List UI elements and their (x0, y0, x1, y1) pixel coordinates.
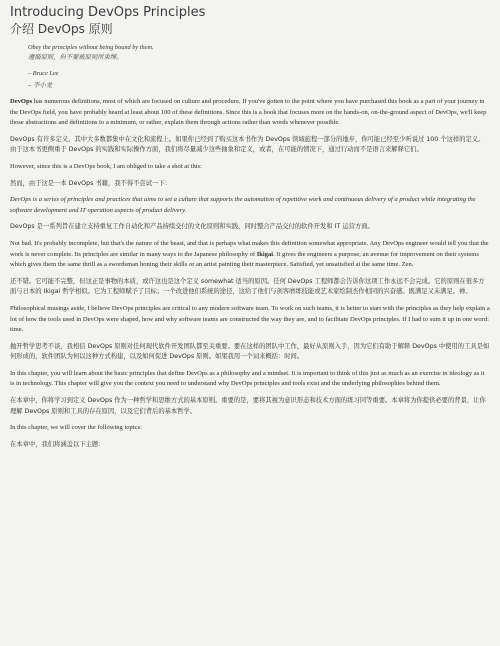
paragraph-6-translation: 在本章中，你将学习到定义 DevOps 作为一种哲学和思维方式的基本原则。重要的是，要将其视为意识形态和技术方面的练习同等重要。本章将为你提供必要的背景，让你理解 DevOps 原则和工具的存在原因，以及它们背后的基本哲学。 (10, 397, 486, 415)
paragraph-5-translation: 抛开哲学思考不谈，我相信 DevOps 原则对任何现代软件开发团队都至关重要。要在这样的团队中工作，最好从原则入手，因为它们有助于解释 DevOps 中使用的工具是如何形成的，软件团队为何以这种方式构建，以及如何促进 DevOps 原则。如果我用一个词来概括：时间。 (10, 342, 490, 361)
paragraph-1-lead: DevOps (10, 98, 33, 105)
paragraph-7: In this chapter, we will cover the following topics: (10, 424, 142, 432)
paragraph-2-translation: 然而，由于这是一本 DevOps 书籍，我不得不尝试一下： (10, 179, 171, 187)
page-title: Introducing DevOps Principles (10, 5, 206, 20)
epigraph-quote: Obey the principles without being bound by them. (28, 44, 154, 51)
epigraph (10, 43, 490, 91)
paragraph-6: In this chapter, you will learn about the basic principles that define DevOps as a philosophy and a mindset. It is important to think of this just as much as an exercise in ideology as it is in technology. This chapter will give you the context you need to understand why DevOps principles and tools exist and the underlying philosophies behind them. (10, 369, 485, 388)
paragraph-4-text-b: . It gives the engineers a purpose; an avenue for improvement on their systems which gives them the same thrill as a swordsman honing their skills or an artist painting their masterpiece. Satisfied, yet unsatisfied at the same time. Zen. (10, 250, 479, 269)
paragraph-5: Philosophical musings aside, I believe DevOps principles are critical to any modern software team. To work on such teams, it is better to start with the principles as they help explain a lot of how the tools used in DevOps were shaped, how and why software teams are constructed the way they are, and to facilitate DevOps principles. If I had to sum it up in one word: time. (10, 304, 490, 334)
paragraph-4-text-a: Not bad. It's probably incomplete, but that's the nature of the beast, and that is perhaps what makes this definition somewhat appropriate. Any DevOps engineer would tell you that the work is never complete. Its principles are similar in many ways to the Japanese philosophy of (10, 239, 489, 258)
ikigai-term: Ikigai (256, 250, 274, 258)
paragraph-1 (10, 97, 490, 129)
paragraph-4 (10, 239, 490, 271)
paragraph-2: However, since this is a DevOps book, I am obliged to take a shot at this: (10, 162, 202, 170)
paragraph-1-text: has numerous definitions, most of which are focused on culture and procedure. If you've gotten to the point where you have purchased this book as a part of your journey in the DevOps field, you have probably heard at least about 100 of these definitions. Since this is a book that focuses more on the hands-on, on-the-ground aspect of DevOps, we'll keep those abstractions and definitions to a minimum, or rather, explain them through actions rather than words whenever possible. (10, 98, 487, 127)
devops-definition: DevOps is a series of principles and practices that aims to set a culture that supports the automation of repetitive work and continuous delivery of a product while integrating the software development and IT operation aspects of product delivery. (10, 196, 476, 214)
paragraph-1-translation: DevOps 有许多定义，其中大多数都集中在文化和流程上。如果你已经到了购买这本书作为 DevOps 领域旅程一部分的地步，你可能已经至少听说过 100 个这样的定义。由于这本书更侧重于 DevOps 的实践和实际操作方面，我们将尽量减少这些抽象和定义，或者，在可能的情况下，通过行动而不是语言来解释它们。 (10, 135, 485, 154)
devops-definition-translation: DevOps 是一系列旨在建立支持重复工作自动化和产品持续交付的文化原则和实践，同时整合产品交付的软件开发和 IT 运营方面。 (10, 223, 374, 231)
page-title-translation: 介绍 DevOps 原则 (10, 22, 113, 36)
epigraph-quote-translation: 遵循原则，但不要被原则所束缚。 (28, 54, 123, 61)
epigraph-author-translation: – 李小龙 (28, 82, 53, 89)
paragraph-7-translation: 在本章中，我们将涵盖以下主题： (10, 440, 105, 448)
paragraph-4-translation: 还不错。它可能不完整，但这正是事物的本质，或许这也是这个定义 somewhat 适当的原因。任何 DevOps 工程师都会告诉你这项工作永远不会完成。它的原则在很多方面与日本的 Ikigai 哲学相似。它为工程师赋予了目标；一个改进他们系统的途径，这给了他们与剑客磨练技能或艺术家绘制杰作相同的兴奋感。既满足又未满足。禅。 (10, 277, 485, 296)
epigraph-author: – Bruce Lee (28, 70, 59, 77)
